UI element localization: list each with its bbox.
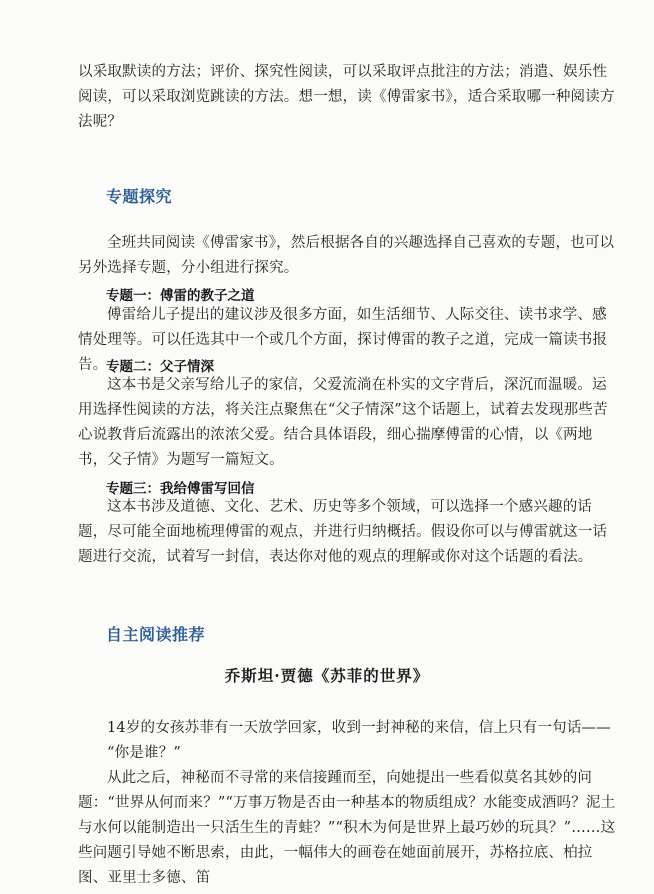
topic-3-heading: 专题三：我给傅雷写回信	[106, 481, 255, 497]
special-study-heading: 专题探究	[106, 187, 173, 206]
special-study-intro: 全班共同阅读《傅雷家书》，然后根据各自的兴趣选择自己喜欢的专题，也可以另外选择专题，分小组进行探究。	[78, 235, 615, 276]
intro-paragraph: 以采取默读的方法；评价、探究性阅读，可以采取评点批注的方法；消遣、娱乐性阅读，可以采取浏览跳读的方法。想一想，读《傅雷家书》，适合采取哪一种阅读方法呢？	[78, 64, 615, 130]
topic-1-heading: 专题一：傅雷的教子之道	[106, 288, 255, 304]
topic-3-body: 这本书涉及道德、文化、艺术、历史等多个领域，可以选择一个感兴趣的话题，尽可能全面地梳理傅雷的观点，并进行归纳概括。假设你可以与傅雷就这一话题进行交流，试着写一封信，表达你对他的观点的理解或你对这个话题的看法。	[78, 499, 608, 565]
self-reading-heading: 自主阅读推荐	[106, 625, 206, 644]
topic-2-body: 这本书是父亲写给儿子的家信，父爱流淌在朴实的文字背后，深沉而温暖。运用选择性阅读的方法，将关注点聚焦在“父子情深”这个话题上，试着去发现那些苦心说教背后流露出的浓浓父爱。结合具体语段，细心揣摩傅雷的心情，以《两地书，父子情》为题写一篇短文。	[78, 377, 608, 468]
self-reading-quote: “你是谁？”	[107, 745, 182, 761]
self-reading-paragraph-1: 14岁的女孩苏菲有一天放学回家，收到一封神秘的来信，信上只有一句话——	[107, 720, 611, 736]
topic-2-heading: 专题二：父子情深	[106, 359, 214, 375]
topic-1-body: 傅雷给儿子提出的建议涉及很多方面，如生活细节、人际交往、读书求学、感情处理等。可以任选其中一个或几个方面，探讨傅雷的教子之道，完成一篇读书报告。	[78, 307, 608, 373]
self-reading-paragraph-2: 从此之后，神秘而不寻常的来信接踵而至，向她提出一些看似莫名其妙的问题：“世界从何而来？”“万事万物是否由一种基本的物质组成？水能变成酒吗？泥土与水何以能制造出一只活生生的青蛙？”“积木为何是世界上最巧妙的玩具？”……这些问题引导她不断思索，由此，一幅伟大的画卷在她面前展开，苏格拉底、柏拉图、亚里士多德、笛	[78, 770, 616, 886]
book-title: 乔斯坦·贾德《苏菲的世界》	[224, 666, 430, 685]
